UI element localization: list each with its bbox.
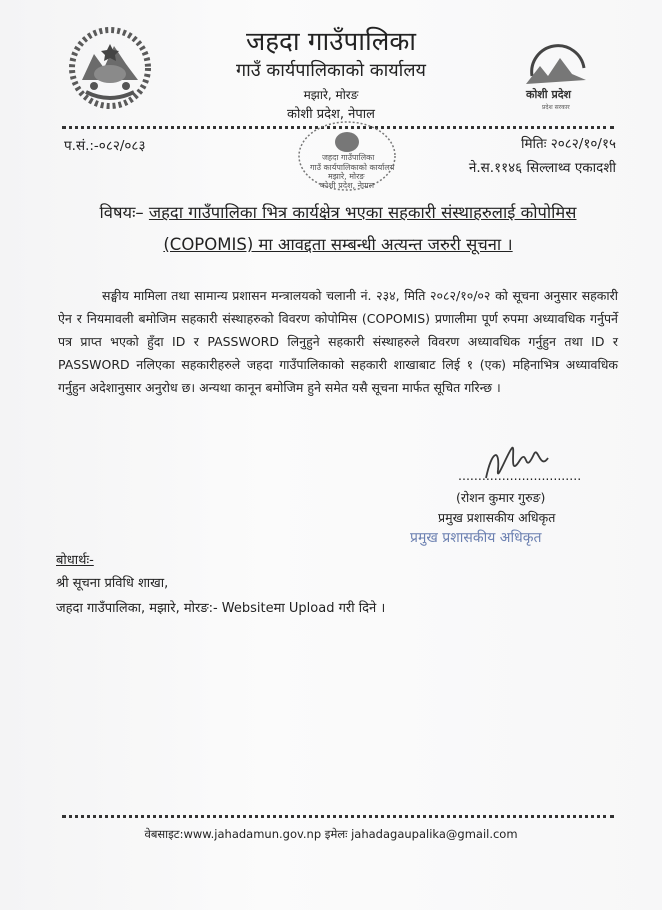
signature-icon: [478, 440, 558, 492]
office-province: कोशी प्रदेश, नेपाल: [287, 107, 375, 122]
subject-prefix: विषयः–: [99, 203, 144, 222]
signature-line: ...............................: [458, 468, 582, 483]
koshi-pradesh-logo-icon: [512, 36, 602, 112]
copy-to-heading: बोधार्थः-: [56, 553, 94, 568]
signer-name: (रोशन कुमार गुरुङ): [456, 490, 546, 505]
office-title: जहदा गाउँपालिका: [245, 27, 417, 57]
copy-to-line-2: जहदा गाउँपालिका, मझारे, मोरङ:- Websiteमा Upload गरी दिने ।: [56, 601, 386, 616]
letter-date: मितिः २०८२/१०/१५: [520, 136, 616, 152]
right-logo-subtext: प्रदेश सरकार: [542, 104, 570, 111]
office-name: गाउँ कार्यपालिकाको कार्यालय: [236, 60, 426, 81]
stamp-line-3: मझारे, मोरङ: [328, 172, 365, 181]
subject-text-2: (COPOMIS) मा आवद्दता सम्बन्धी अत्यन्त जरुरी सूचना ।: [163, 235, 513, 254]
footer-contact: वेबसाइट:www.jahadamun.gov.np इमेलः jahadagaupalika@gmail.com: [144, 827, 518, 841]
reference-number: प.सं.:-०८२/०८३: [64, 138, 146, 154]
nepal-sambat-date: ने.स.११४६ सिल्लाथ्व एकादशी: [468, 160, 616, 176]
subject-line-1: [62, 200, 614, 226]
subject-text-1: जहदा गाउँपालिका भित्र कार्यक्षेत्र भएका सहकारी संस्थाहरुलाई कोपोमिस: [148, 203, 577, 222]
stamp-line-1: जहदा गाउँपालिका: [322, 153, 375, 162]
stamp-line-2: गाउँ कार्यपालिकाको कार्यालय: [310, 163, 395, 172]
right-logo-text: कोशी प्रदेश: [526, 88, 572, 101]
signer-designation: प्रमुख प्रशासकीय अधिकृत: [438, 510, 556, 525]
notice-body: सङ्घीय मामिला तथा सामान्य प्रशासन मन्त्रालयको चलानी नं. २३४, मिति २०८२/१०/०२ को सूचना अनुसार सहकारी ऐन र नियमावली बमोजिम सहकारी संस्थाहरुको विवरण कोपोमिस (COPOMIS) प्रणालीमा पूर्ण रुपमा अध्यावधिक गर्नुपर्ने पत्र प्राप्त भएको हुँदा ID र PASSWORD लिनुहुने सहकारी संस्थाहरुले विवरण अध्यावधिक गर्नुहुन तथा ID र PASSWORD नलिएका सहकारीहरुले जहदा गाउँपालिकाको सहकारी शाखाबाट लिई १ (एक) महिनाभित्र अध्यावधिक गर्नुहुन अदेशानुसार अनुरोध छ। अन्यथा कानून बमोजिम हुने समेत यसै सूचना मार्फत सूचित गरिन्छ ।: [58, 288, 618, 395]
footer-divider: [62, 815, 614, 818]
office-location: मझारे, मोरङ: [303, 88, 359, 102]
copy-to-line-1: श्री सूचना प्रविधि शाखा,: [56, 576, 169, 591]
designation-stamp: प्रमुख प्रशासकीय अधिकृत: [410, 530, 542, 546]
office-stamp-icon: [296, 120, 398, 192]
subject-line-2: [62, 232, 614, 258]
stamp-line-4: कोशी प्रदेश, नेपाल: [320, 181, 375, 190]
